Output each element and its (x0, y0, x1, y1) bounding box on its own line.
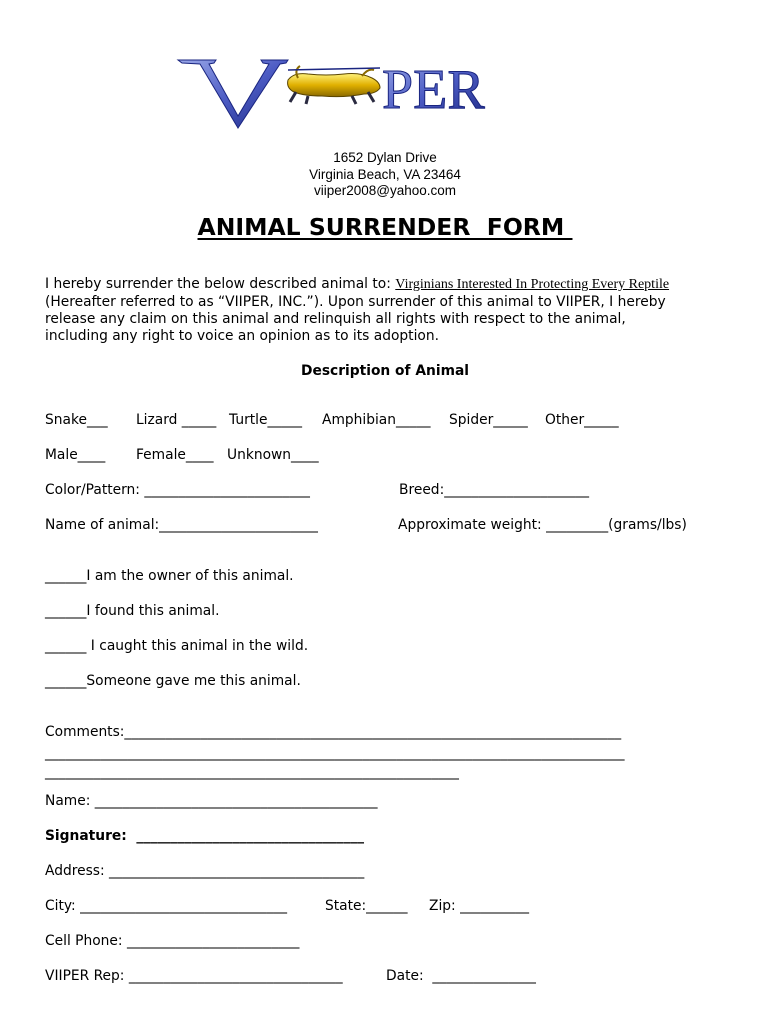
intro-line-3: release any claim on this animal and relinquish all rights with respect to the animal, (45, 311, 626, 327)
viiper-rep-field[interactable]: VIIPER Rep: _______________________________ (45, 968, 343, 984)
comments-line-3[interactable]: ____________________________________________________________ (45, 764, 459, 780)
address-line-1: 1652 Dylan Drive (333, 150, 437, 165)
species-snake[interactable]: Snake___ (45, 412, 108, 428)
origin-given[interactable]: ______Someone gave me this animal. (45, 673, 301, 689)
signature-field[interactable]: Signature: _________________________________ (45, 828, 365, 844)
origin-caught[interactable]: ______ I caught this animal in the wild. (45, 638, 309, 654)
sex-male[interactable]: Male____ (45, 447, 106, 463)
cell-phone-field[interactable]: Cell Phone: _________________________ (45, 933, 300, 949)
intro-line-1: I hereby surrender the below described animal to: Virginians Interested In Protecting Every Reptile (45, 276, 670, 292)
email-address: viiper2008@yahoo.com (313, 183, 457, 198)
zip-field[interactable]: Zip: __________ (429, 898, 530, 914)
color-pattern-field[interactable]: Color/Pattern: ________________________ (45, 482, 310, 498)
species-amphibian[interactable]: Amphibian_____ (322, 412, 431, 428)
intro-line-4: including any right to voice an opinion as to its adoption. (45, 328, 439, 344)
animal-name-field[interactable]: Name of animal:_______________________ (45, 517, 318, 533)
origin-found[interactable]: ______I found this animal. (45, 603, 220, 619)
origin-owner[interactable]: ______I am the owner of this animal. (45, 568, 294, 584)
weight-field[interactable]: Approximate weight: _________(grams/lbs) (398, 517, 687, 533)
intro-line-2: (Hereafter referred to as “VIIPER, INC.”). Upon surrender of this animal to VIIPER, I hereby (45, 294, 666, 310)
svg-text:PER: PER (382, 59, 485, 121)
address-line-2: Virginia Beach, VA 23464 (309, 167, 461, 182)
viiper-logo (176, 50, 586, 132)
breed-field[interactable]: Breed:_____________________ (399, 482, 590, 498)
city-field[interactable]: City: ______________________________ (45, 898, 288, 914)
species-other[interactable]: Other_____ (545, 412, 619, 428)
name-field[interactable]: Name: _________________________________________ (45, 793, 378, 809)
reptile-emblem-icon (288, 66, 380, 104)
org-name: Virginians Interested In Protecting Every Reptile (395, 277, 670, 292)
date-field[interactable]: Date: _______________ (386, 968, 536, 984)
comments-field[interactable]: Comments:________________________________________________________________________ (45, 724, 622, 740)
address-field[interactable]: Address: _____________________________________ (45, 863, 365, 879)
sex-female[interactable]: Female____ (136, 447, 214, 463)
species-spider[interactable]: Spider_____ (449, 412, 528, 428)
section-title: Description of Animal (301, 363, 469, 379)
comments-line-2[interactable]: ____________________________________________________________________________________ (45, 745, 625, 761)
sex-unknown[interactable]: Unknown____ (227, 447, 319, 463)
state-field[interactable]: State:______ (325, 898, 408, 914)
form-title: ANIMAL SURRENDER FORM (197, 213, 573, 241)
species-turtle[interactable]: Turtle_____ (229, 412, 302, 428)
species-lizard[interactable]: Lizard _____ (136, 412, 217, 428)
